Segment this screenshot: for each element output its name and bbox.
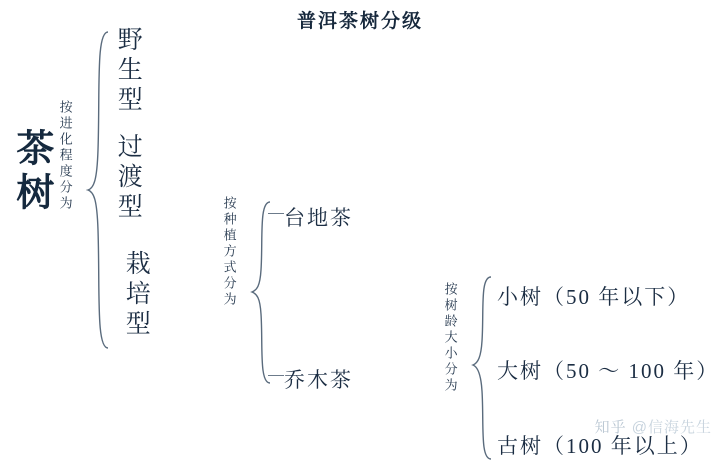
root-node-label: 茶树 — [9, 128, 52, 216]
page-title: 普洱茶树分级 — [296, 11, 423, 32]
group-2-criterion: 按种植方式分为 — [221, 196, 237, 308]
group-2-brace — [250, 200, 274, 385]
group-3-item-1: 大树（50 ～ 100 年） — [497, 359, 720, 383]
group-2-connector-0 — [268, 213, 284, 214]
group-2-item-0: 台地茶 — [284, 206, 353, 230]
group-1-item-0: 野生型 — [114, 26, 142, 116]
group-1-criterion: 按进化程度分为 — [57, 100, 73, 212]
group-3-item-0: 小树（50 年以下） — [497, 285, 691, 309]
group-3-brace — [471, 275, 495, 461]
group-1-item-1: 过渡型 — [114, 133, 142, 223]
group-2-item-1: 乔木茶 — [284, 368, 353, 392]
group-3-item-2: 古树（100 年以上） — [497, 434, 703, 458]
group-1-item-2: 栽培型 — [122, 250, 150, 340]
watermark-platform: 知乎 — [594, 419, 627, 436]
watermark — [595, 416, 712, 437]
watermark-user: @信海先生 — [631, 419, 712, 436]
group-3-criterion: 按树龄大小分为 — [442, 282, 458, 394]
group-1-brace — [86, 30, 112, 350]
group-2-connector-1 — [268, 375, 284, 376]
